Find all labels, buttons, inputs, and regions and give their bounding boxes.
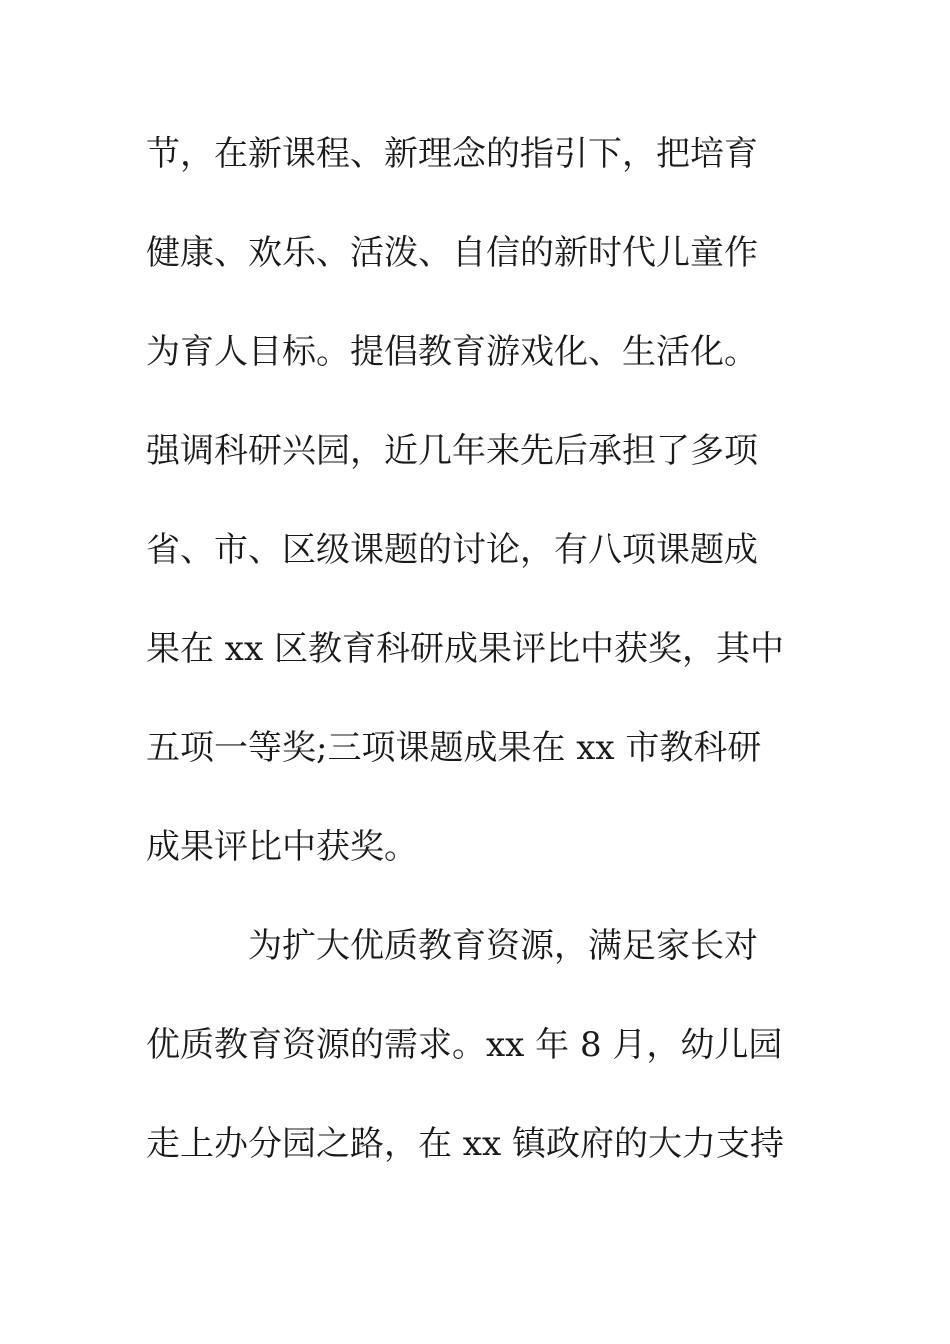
text-line: 强调科研兴园，近几年来先后承担了多项 — [146, 431, 758, 471]
text-line: 果在 xx 区教育科研成果评比中获奖，其中 — [146, 629, 784, 669]
text-line: 为育人目标。提倡教育游戏化、生活化。 — [146, 332, 758, 372]
text-line: 五项一等奖;三项课题成果在 xx 市教科研 — [146, 728, 762, 768]
text-line: 省、市、区级课题的讨论，有八项课题成 — [146, 530, 758, 570]
text-line: 走上办分园之路，在 xx 镇政府的大力支持 — [146, 1124, 784, 1164]
paragraph-start-line: 为扩大优质教育资源，满足家长对 — [248, 926, 758, 966]
text-line: 成果评比中获奖。 — [146, 827, 418, 867]
text-line: 优质教育资源的需求。xx 年 8 月，幼儿园 — [146, 1025, 783, 1065]
text-line: 健康、欢乐、活泼、自信的新时代儿童作 — [146, 233, 758, 273]
text-line: 节，在新课程、新理念的指引下，把培育 — [146, 134, 758, 174]
